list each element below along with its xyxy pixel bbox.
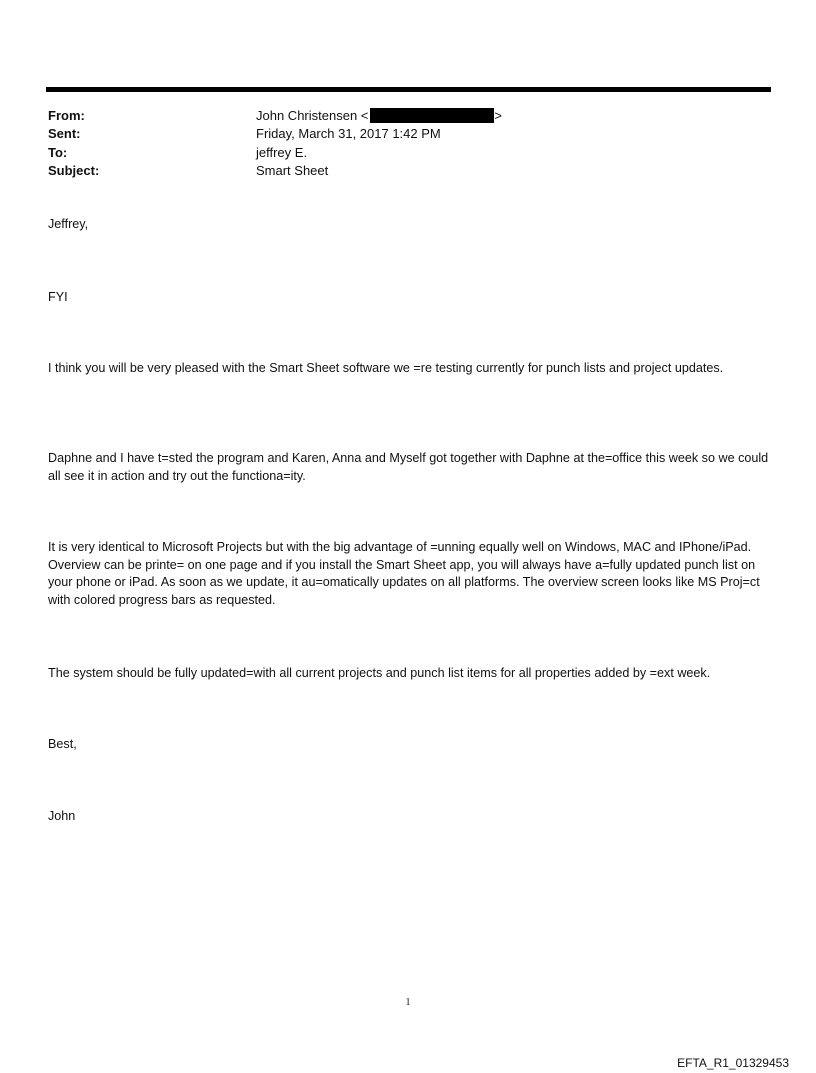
sign-off: Best, bbox=[48, 737, 77, 751]
subject-value: Smart Sheet bbox=[256, 163, 329, 178]
body-paragraph-2: Daphne and I have t=sted the program and Karen, Anna and Myself got together with Daphne at the=office this week so we could all see it in action and try out the functiona=ity. bbox=[48, 451, 769, 483]
body-paragraph-4: The system should be fully updated=with all current projects and punch list items for all properties added by =ext week. bbox=[48, 666, 711, 680]
from-email-close: > bbox=[494, 108, 502, 123]
from-value bbox=[256, 108, 502, 124]
to-value: jeffrey E. bbox=[256, 145, 308, 160]
from-label: From: bbox=[48, 108, 85, 123]
greeting: Jeffrey, bbox=[48, 217, 89, 231]
to-label: To: bbox=[48, 145, 68, 160]
subject-label: Subject: bbox=[48, 163, 100, 178]
bates-number: EFTA_R1_01329453 bbox=[677, 1056, 789, 1070]
from-name: John Christensen < bbox=[256, 108, 369, 123]
sent-label: Sent: bbox=[48, 126, 81, 141]
header-divider bbox=[46, 87, 771, 92]
redaction-box bbox=[370, 108, 494, 123]
body-paragraph-3: It is very identical to Microsoft Projects but with the big advantage of =unning equally well on Windows, MAC and IPhone/iPad. Overview can be printe= on one page and if you install the Smart Sheet app, you will always have a=fully updated punch list on your phone or iPad. As soon as we update, it au=omatically updates on all platforms. The overview screen looks like MS Proj=ct with colored progress bars as requested. bbox=[48, 540, 760, 607]
sent-value: Friday, March 31, 2017 1:42 PM bbox=[256, 126, 441, 141]
body-paragraph-fyi: FYI bbox=[48, 290, 68, 304]
page-number: 1 bbox=[405, 997, 411, 1008]
signature: John bbox=[48, 809, 76, 823]
body-paragraph-1: I think you will be very pleased with the Smart Sheet software we =re testing currently for punch lists and project updates. bbox=[48, 361, 724, 375]
